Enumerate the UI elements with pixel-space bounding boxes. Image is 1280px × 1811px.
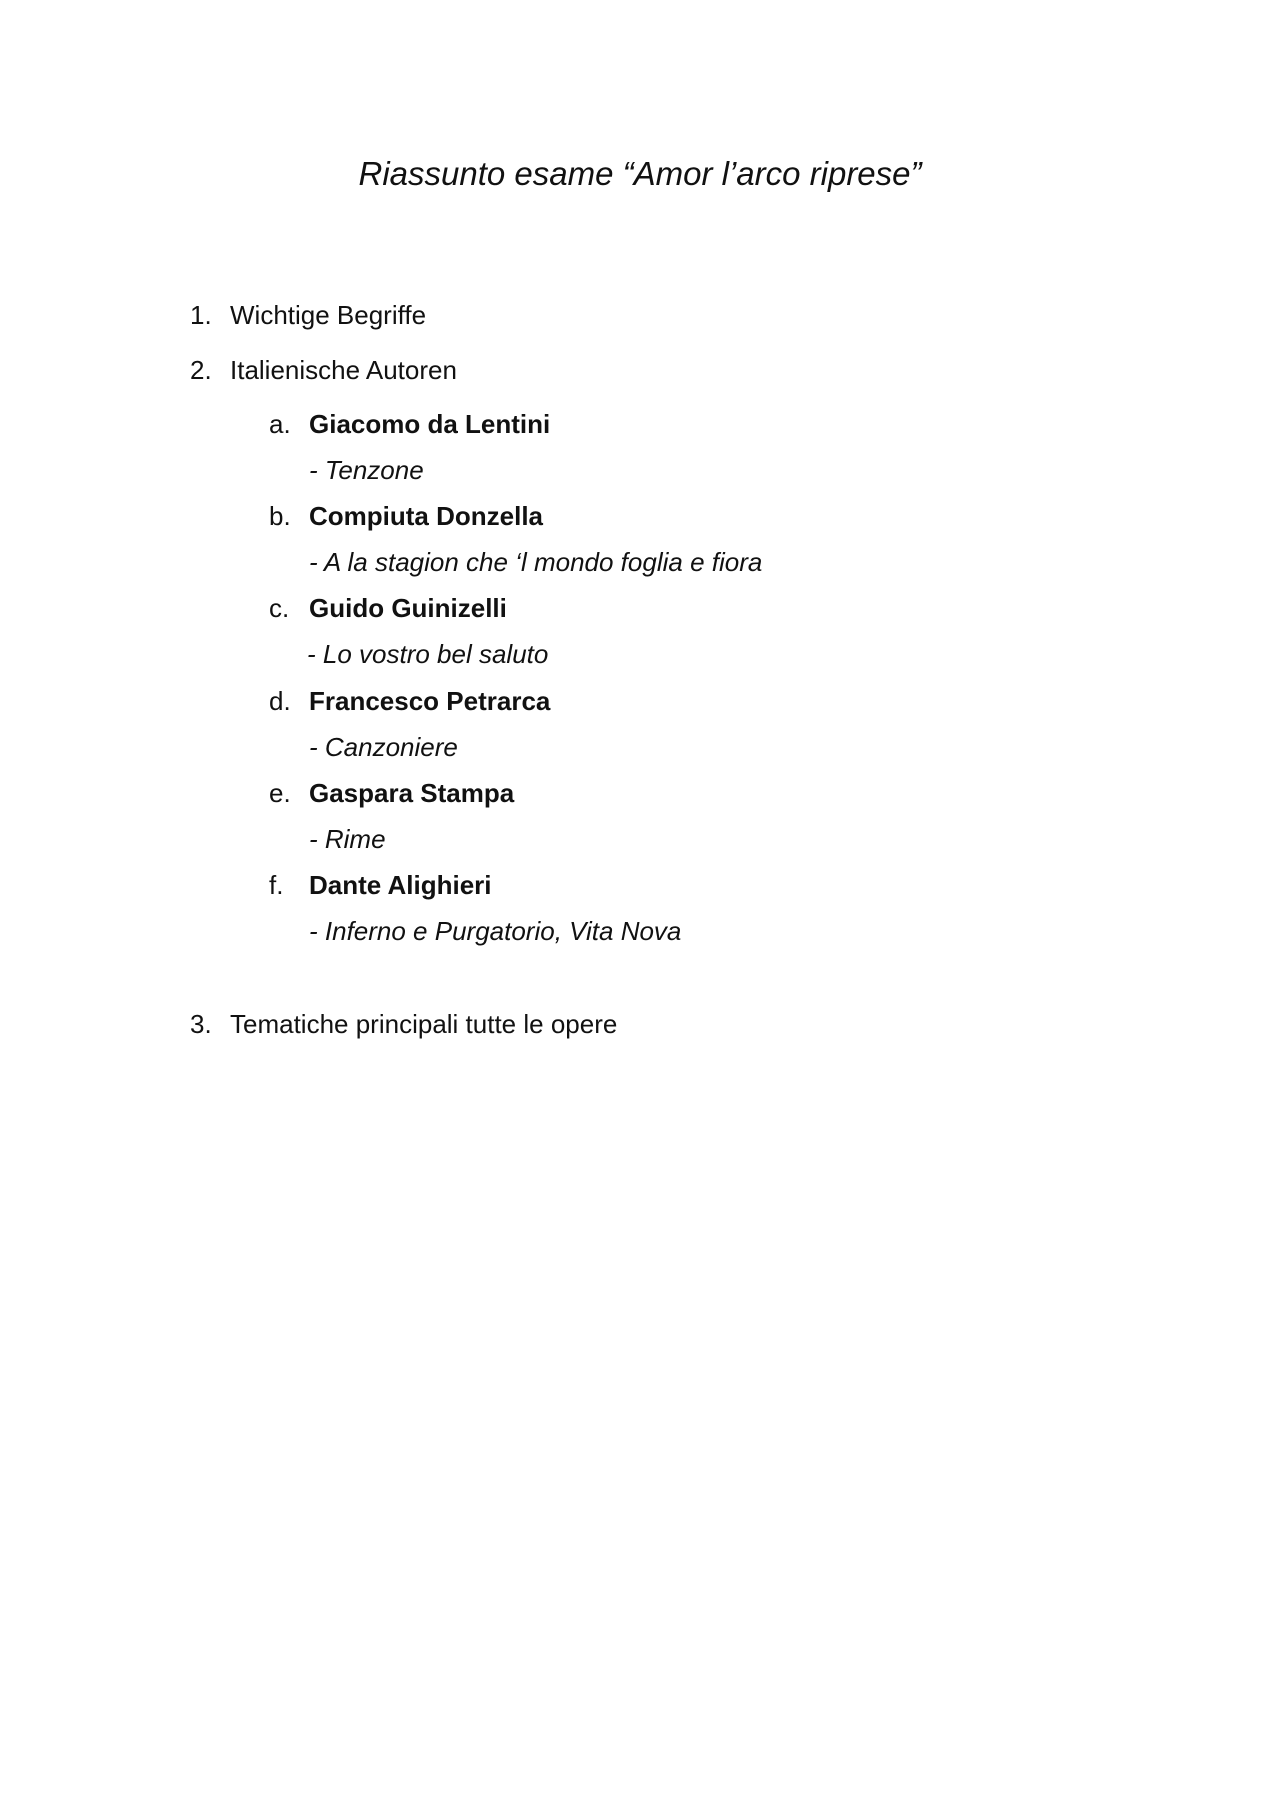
sublist-marker: b. <box>269 501 291 531</box>
author-name: Giacomo da Lentini <box>309 409 551 439</box>
sublist-marker: f. <box>269 870 284 900</box>
author-name: Compiuta Donzella <box>309 501 544 531</box>
author-item-a <box>269 407 550 441</box>
sublist-marker: e. <box>269 778 291 808</box>
list-item-label: Italienische Autoren <box>230 355 457 385</box>
author-item-f <box>269 868 492 902</box>
author-name: Guido Guinizelli <box>309 593 507 623</box>
list-marker: 2. <box>190 355 212 385</box>
document-title: Riassunto esame “Amor l’arco riprese” <box>358 155 922 192</box>
author-work: - A la stagion che ‘l mondo foglia e fiora <box>309 547 763 577</box>
author-item-b <box>269 499 543 533</box>
author-work: - Canzoniere <box>309 732 458 762</box>
author-name: Gaspara Stampa <box>309 778 515 808</box>
list-item-2 <box>190 353 457 387</box>
author-name: Francesco Petrarca <box>309 686 551 716</box>
sublist-marker: c. <box>269 593 290 623</box>
author-item-c <box>269 591 507 625</box>
list-item-3 <box>190 1007 617 1041</box>
sublist-marker: d. <box>269 686 291 716</box>
author-work: - Rime <box>309 824 386 854</box>
sublist-marker: a. <box>269 409 291 439</box>
list-item-label: Wichtige Begriffe <box>230 300 427 330</box>
list-item-label: Tematiche principali tutte le opere <box>230 1009 618 1039</box>
list-item-1 <box>190 298 426 332</box>
author-item-d <box>269 684 550 718</box>
author-work: - Lo vostro bel saluto <box>307 639 549 669</box>
author-item-e <box>269 776 514 810</box>
list-marker: 1. <box>190 300 212 330</box>
author-work: - Tenzone <box>309 455 424 485</box>
list-marker: 3. <box>190 1009 212 1039</box>
author-work: - Inferno e Purgatorio, Vita Nova <box>309 916 682 946</box>
author-name: Dante Alighieri <box>309 870 492 900</box>
